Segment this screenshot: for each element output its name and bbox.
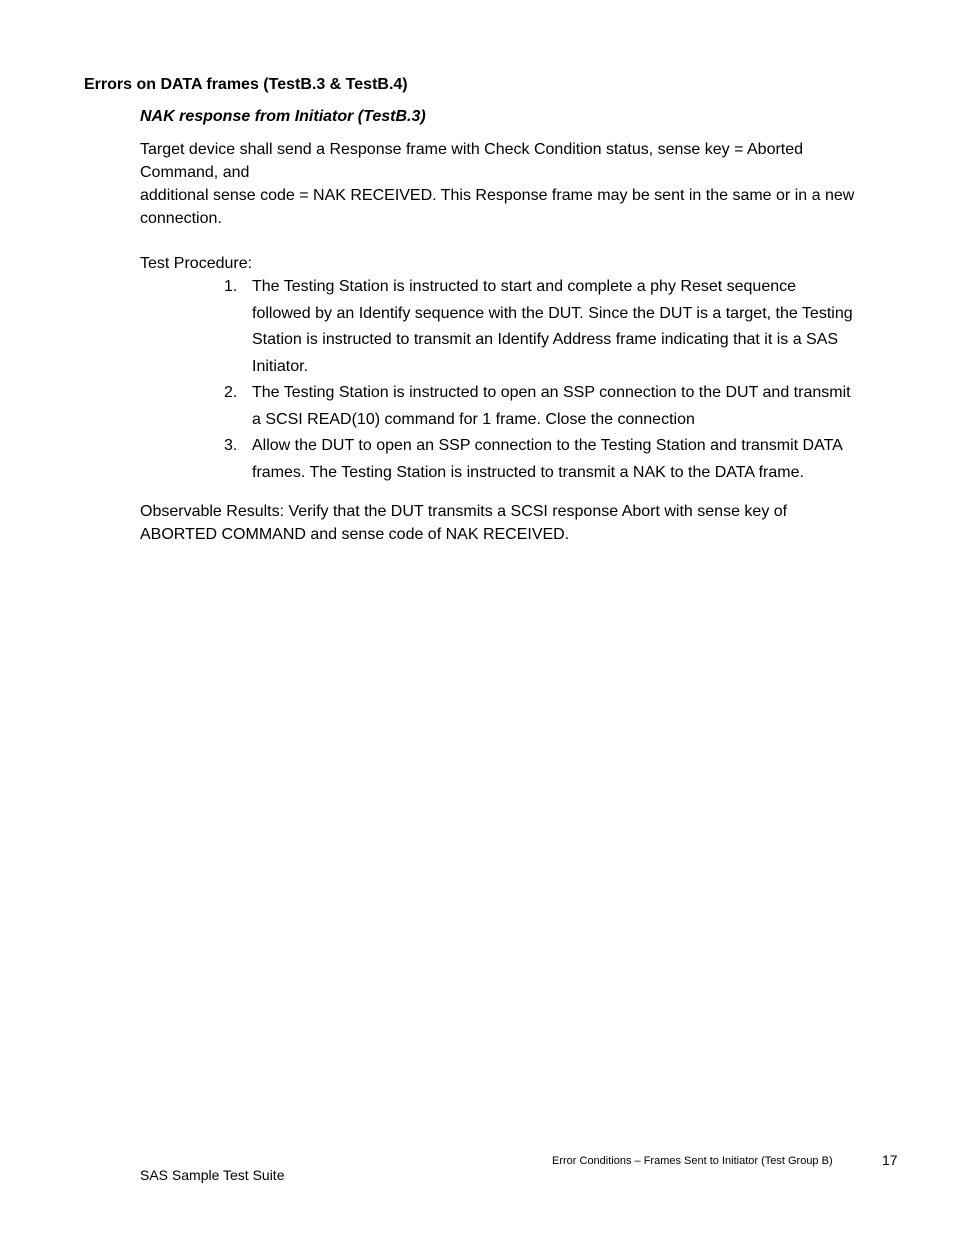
procedure-steps (224, 274, 914, 486)
description-paragraph (140, 138, 910, 230)
description-line: connection. (140, 210, 222, 227)
procedure-step (224, 380, 914, 433)
description-line: Command, and (140, 164, 250, 181)
step-line: Allow the DUT to open an SSP connection to the Testing Station and transmit DATA (252, 437, 843, 454)
description-line: additional sense code = NAK RECEIVED. This Response frame may be sent in the same or in a new (140, 187, 855, 204)
step-number: 2. (224, 384, 238, 401)
page-number: 17 (882, 1152, 898, 1168)
sub-heading: NAK response from Initiator (TestB.3) (140, 108, 426, 125)
footer-document-title: SAS Sample Test Suite (140, 1167, 285, 1183)
step-number: 3. (224, 437, 238, 454)
section-heading: Errors on DATA frames (TestB.3 & TestB.4) (84, 76, 408, 93)
step-line: Initiator. (252, 357, 309, 375)
step-line: Station is instructed to transmit an Identify Address frame indicating that it is a SAS (252, 331, 839, 348)
step-line: followed by an Identify sequence with the DUT. Since the DUT is a target, the Testing (252, 304, 853, 322)
step-line: The Testing Station is instructed to open an SSP connection to the DUT and transmit (252, 384, 851, 401)
footer-section-title: Error Conditions – Frames Sent to Initiator (Test Group B) (552, 1155, 833, 1167)
results-line: ABORTED COMMAND and sense code of NAK RECEIVED. (140, 526, 570, 543)
description-line: Target device shall send a Response frame with Check Condition status, sense key = Aborted (140, 141, 804, 158)
step-line: a SCSI READ(10) command for 1 frame. Close the connection (252, 410, 695, 428)
step-line: The Testing Station is instructed to start and complete a phy Reset sequence (252, 278, 797, 295)
test-procedure-label: Test Procedure: (140, 255, 253, 272)
procedure-step (224, 274, 914, 380)
observable-results-paragraph (140, 500, 910, 546)
step-number: 1. (224, 278, 238, 295)
step-line: frames. The Testing Station is instructed to transmit a NAK to the DATA frame. (252, 463, 804, 481)
results-line: Observable Results: Verify that the DUT transmits a SCSI response Abort with sense key of (140, 503, 788, 520)
procedure-step (224, 433, 914, 486)
